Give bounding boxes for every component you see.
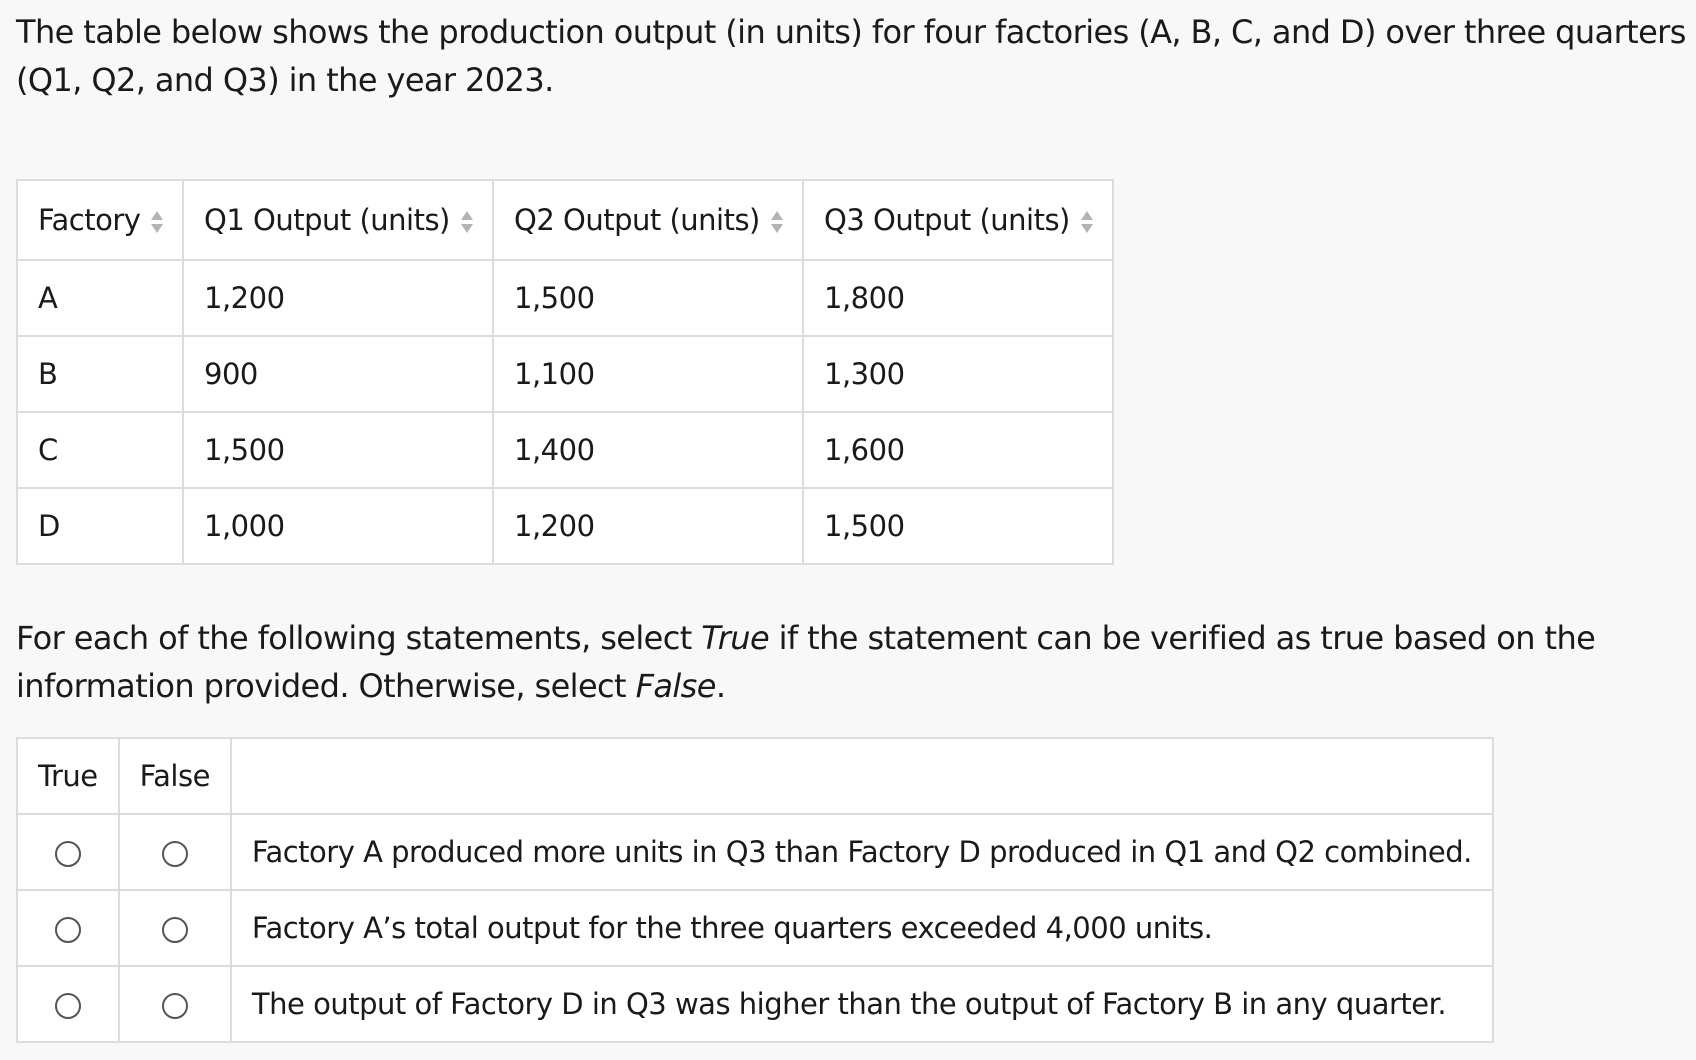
false-radio[interactable]	[162, 917, 188, 943]
production-table	[16, 179, 1114, 565]
instructions-part3: .	[715, 667, 726, 705]
sort-icon[interactable]	[150, 210, 164, 234]
true-radio[interactable]	[55, 841, 81, 867]
sort-icon[interactable]	[770, 210, 784, 234]
cell-q3: 1,600	[803, 412, 1113, 488]
cell-q2: 1,500	[493, 260, 803, 336]
cell-q3: 1,800	[803, 260, 1113, 336]
cell-q1: 1,000	[183, 488, 493, 564]
cell-q3: 1,300	[803, 336, 1113, 412]
instructions-part1: For each of the following statements, select	[16, 619, 702, 657]
true-cell	[17, 814, 119, 890]
table-row	[17, 412, 1113, 488]
header-q1-label: Q1 Output (units)	[204, 203, 450, 237]
true-cell	[17, 966, 119, 1042]
false-cell	[119, 814, 231, 890]
cell-q1: 1,200	[183, 260, 493, 336]
false-radio[interactable]	[162, 841, 188, 867]
false-cell	[119, 966, 231, 1042]
true-column-header: True	[17, 738, 119, 814]
cell-q2: 1,200	[493, 488, 803, 564]
false-radio[interactable]	[162, 993, 188, 1019]
true-radio[interactable]	[55, 993, 81, 1019]
statement-text: The output of Factory D in Q3 was higher than the output of Factory B in any quarter.	[231, 966, 1493, 1042]
intro-text: The table below shows the production output (in units) for four factories (A, B, C, and D) over three quarters (Q1, Q2, and Q3) in the year 2023.	[16, 13, 1686, 99]
cell-q1: 1,500	[183, 412, 493, 488]
instructions-part2: if the statement can be verified as true based on the information provided. Otherwise, select	[16, 619, 1596, 705]
sort-icon[interactable]	[460, 210, 474, 234]
header-q2[interactable]	[493, 180, 803, 260]
true-radio[interactable]	[55, 917, 81, 943]
cell-factory: D	[17, 488, 183, 564]
statement-row	[17, 966, 1493, 1042]
header-factory-label: Factory	[38, 203, 141, 237]
instructions-false-word: False	[635, 667, 716, 705]
sort-icon[interactable]	[1080, 210, 1094, 234]
statement-column-header	[231, 738, 1493, 814]
header-q3[interactable]	[803, 180, 1113, 260]
false-column-header: False	[119, 738, 231, 814]
statement-row	[17, 890, 1493, 966]
statement-row	[17, 814, 1493, 890]
statement-text: Factory A’s total output for the three quarters exceeded 4,000 units.	[231, 890, 1493, 966]
true-false-table	[16, 737, 1494, 1043]
cell-factory: C	[17, 412, 183, 488]
cell-q3: 1,500	[803, 488, 1113, 564]
instructions-true-word: True	[701, 619, 770, 657]
true-cell	[17, 890, 119, 966]
tf-header-row	[17, 738, 1493, 814]
statement-text: Factory A produced more units in Q3 than Factory D produced in Q1 and Q2 combined.	[231, 814, 1493, 890]
table-row	[17, 488, 1113, 564]
header-factory[interactable]	[17, 180, 183, 260]
cell-factory: B	[17, 336, 183, 412]
cell-q1: 900	[183, 336, 493, 412]
table-header-row	[17, 180, 1113, 260]
instructions-text	[16, 614, 1688, 710]
cell-q2: 1,100	[493, 336, 803, 412]
table-row	[17, 260, 1113, 336]
table-row	[17, 336, 1113, 412]
cell-q2: 1,400	[493, 412, 803, 488]
false-cell	[119, 890, 231, 966]
header-q3-label: Q3 Output (units)	[824, 203, 1070, 237]
header-q1[interactable]	[183, 180, 493, 260]
cell-factory: A	[17, 260, 183, 336]
header-q2-label: Q2 Output (units)	[514, 203, 760, 237]
